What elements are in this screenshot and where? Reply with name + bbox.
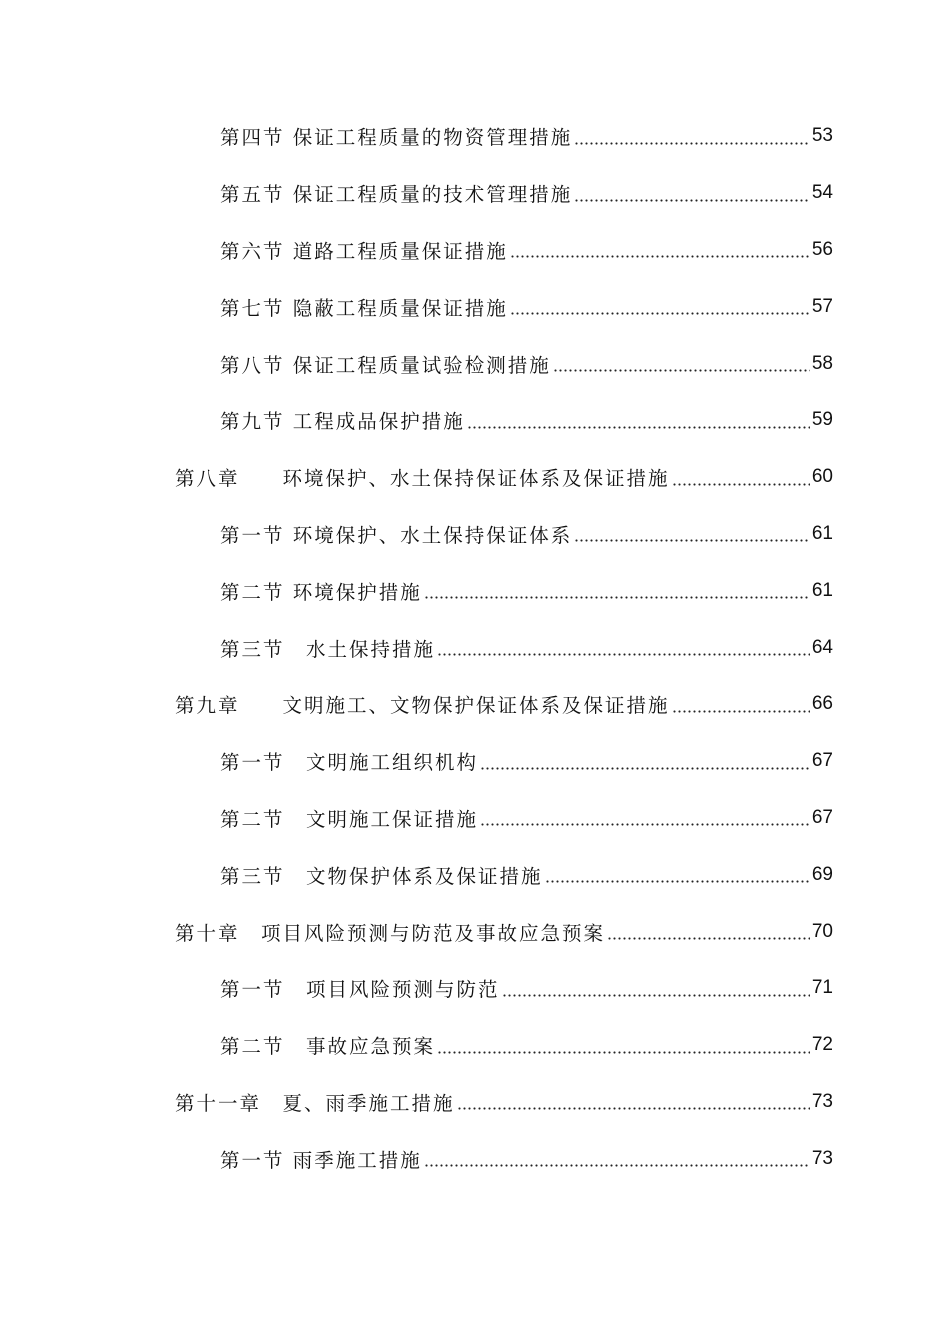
dot-leader: [424, 1164, 810, 1167]
dot-leader: [424, 596, 810, 599]
toc-entry-chapter[interactable]: [0, 1074, 833, 1131]
toc-entry-title: 第十章 项目风险预测与防范及事故应急预案: [175, 921, 606, 945]
toc-entry-section[interactable]: [0, 506, 833, 563]
toc-entry-section[interactable]: [0, 278, 833, 335]
toc-entry-title: 第一节 环境保护、水土保持保证体系: [220, 523, 573, 547]
dot-leader: [672, 483, 810, 486]
toc-entry-title: 第四节 保证工程质量的物资管理措施: [220, 126, 573, 150]
toc-page-number: 58: [811, 352, 833, 374]
toc-page-number: 67: [811, 750, 833, 772]
toc-entry-section[interactable]: [0, 392, 833, 449]
dot-leader: [574, 199, 810, 202]
table-of-contents: [0, 108, 950, 1187]
toc-entry-title: 第九章 文明施工、文物保护保证体系及保证措施: [175, 694, 670, 718]
toc-entry-title: 第二节 事故应急预案: [220, 1035, 436, 1059]
toc-page-number: 71: [811, 977, 833, 999]
toc-entry-title: 第五节 保证工程质量的技术管理措施: [220, 183, 573, 207]
toc-entry-section[interactable]: [0, 846, 833, 903]
toc-page-number: 61: [811, 579, 833, 601]
toc-page-number: 64: [811, 636, 833, 658]
toc-page-number: 70: [811, 920, 833, 942]
toc-entry-section[interactable]: [0, 733, 833, 790]
toc-entry-chapter[interactable]: [0, 676, 833, 733]
toc-entry-title: 第一节 雨季施工措施: [220, 1148, 422, 1172]
toc-entry-section[interactable]: [0, 562, 833, 619]
toc-entry-title: 第六节 道路工程质量保证措施: [220, 239, 508, 263]
toc-entry-title: 第八节 保证工程质量试验检测措施: [220, 353, 551, 377]
toc-page-number: 53: [811, 125, 833, 147]
toc-entry-title: 第二节 文明施工保证措施: [220, 807, 479, 831]
toc-entry-title: 第八章 环境保护、水土保持保证体系及保证措施: [175, 467, 670, 491]
toc-entry-chapter[interactable]: [0, 449, 833, 506]
toc-entry-section[interactable]: [0, 108, 833, 165]
toc-page-number: 60: [811, 466, 833, 488]
dot-leader: [510, 255, 810, 258]
toc-page-number: 61: [811, 522, 833, 544]
toc-entry-section[interactable]: [0, 619, 833, 676]
toc-entry-section[interactable]: [0, 222, 833, 279]
dot-leader: [467, 426, 810, 429]
dot-leader: [574, 142, 810, 145]
toc-page-number: 73: [811, 1147, 833, 1169]
toc-entry-title: 第三节 水土保持措施: [220, 637, 436, 661]
toc-page-number: 56: [811, 238, 833, 260]
toc-page-number: 67: [811, 806, 833, 828]
toc-entry-section[interactable]: [0, 165, 833, 222]
toc-entry-title: 第九节 工程成品保护措施: [220, 410, 465, 434]
toc-entry-chapter[interactable]: [0, 903, 833, 960]
dot-leader: [457, 1107, 810, 1110]
toc-entry-title: 第一节 文明施工组织机构: [220, 751, 479, 775]
toc-page-number: 57: [811, 295, 833, 317]
dot-leader: [545, 880, 810, 883]
dot-leader: [510, 312, 810, 315]
toc-page-number: 66: [811, 693, 833, 715]
toc-entry-section[interactable]: [0, 1017, 833, 1074]
toc-entry-section[interactable]: [0, 790, 833, 847]
toc-entry-section[interactable]: [0, 1130, 833, 1187]
dot-leader: [607, 937, 810, 940]
toc-entry-section[interactable]: [0, 960, 833, 1017]
toc-page-number: 54: [811, 182, 833, 204]
toc-entry-section[interactable]: [0, 335, 833, 392]
dot-leader: [502, 994, 810, 997]
dot-leader: [480, 767, 810, 770]
dot-leader: [437, 653, 810, 656]
toc-entry-title: 第十一章 夏、雨季施工措施: [175, 1091, 455, 1115]
toc-page-number: 73: [811, 1090, 833, 1112]
dot-leader: [480, 823, 810, 826]
dot-leader: [574, 539, 810, 542]
toc-page-number: 59: [811, 409, 833, 431]
dot-leader: [553, 369, 810, 372]
toc-entry-title: 第二节 环境保护措施: [220, 580, 422, 604]
toc-entry-title: 第七节 隐蔽工程质量保证措施: [220, 296, 508, 320]
dot-leader: [437, 1051, 810, 1054]
dot-leader: [672, 710, 810, 713]
toc-entry-title: 第三节 文物保护体系及保证措施: [220, 864, 543, 888]
toc-entry-title: 第一节 项目风险预测与防范: [220, 978, 500, 1002]
toc-page-number: 72: [811, 1034, 833, 1056]
toc-page-number: 69: [811, 863, 833, 885]
